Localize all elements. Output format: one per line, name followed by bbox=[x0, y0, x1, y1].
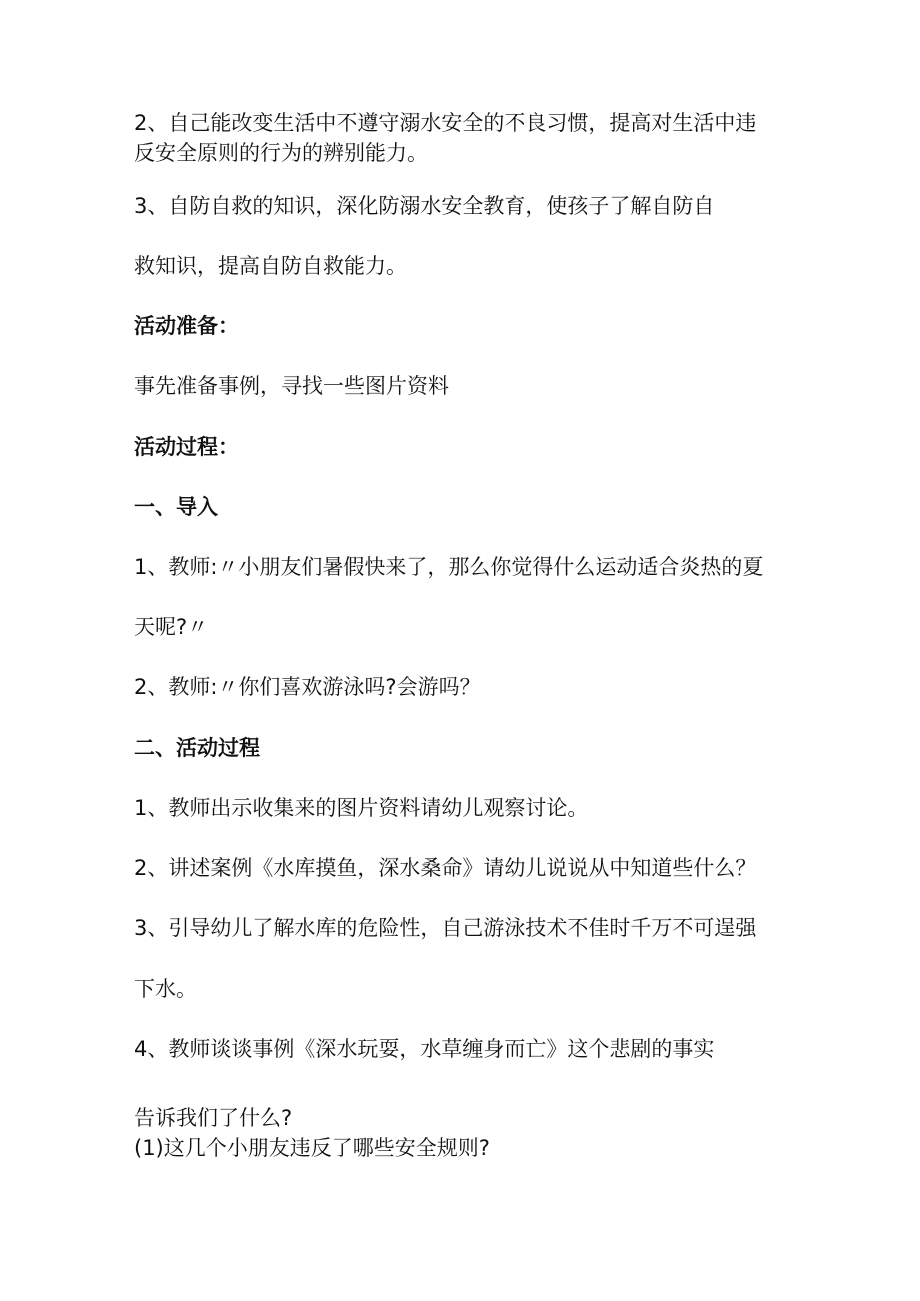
step-2-2: 2、讲述案例《水库摸鱼，深水桑命》请幼儿说说从中知道些什么？ bbox=[134, 856, 757, 880]
step-1-1-line-1: 1、教师:〃小朋友们暑假快来了，那么你觉得什么运动适合炎热的夏 bbox=[134, 555, 764, 579]
heading-process: 活动过程： bbox=[134, 435, 239, 459]
step-2-1: 1、教师出示收集来的图片资料请幼儿观察讨论。 bbox=[134, 796, 589, 820]
step-2-3-line-1: 3、引导幼儿了解水库的危险性，自己游泳技术不佳时千万不可逞强 bbox=[134, 916, 757, 940]
preparation-text: 事先准备事例，寻找一些图片资料 bbox=[134, 374, 449, 398]
step-1-1-line-2: 天呢?〃 bbox=[134, 615, 209, 639]
section-1-heading: 一、导入 bbox=[134, 495, 218, 519]
goal-3-line-1: 3、自防自救的知识，深化防溺水安全教育，使孩子了解自防自 bbox=[134, 194, 715, 218]
question-1: (1)这几个小朋友违反了哪些安全规则? bbox=[134, 1136, 490, 1160]
goal-2-line-2: 反安全原则的行为的辨别能力。 bbox=[134, 141, 428, 165]
heading-preparation: 活动准备： bbox=[134, 314, 239, 338]
goal-3-line-2: 救知识，提高自防自救能力。 bbox=[134, 254, 407, 278]
section-2-heading: 二、活动过程 bbox=[134, 736, 260, 760]
step-2-3-line-2: 下水。 bbox=[134, 977, 197, 1001]
step-2-4-line-1: 4、教师谈谈事例《深水玩耍，水草缠身而亡》这个悲剧的事实 bbox=[134, 1037, 715, 1061]
step-2-4-line-2: 告诉我们了什么? bbox=[134, 1106, 293, 1130]
step-1-2: 2、教师:〃你们喜欢游泳吗?会游吗？ bbox=[134, 675, 481, 699]
goal-2-line-1: 2、自己能改变生活中不遵守溺水安全的不良习惯，提高对生活中违 bbox=[134, 111, 757, 135]
